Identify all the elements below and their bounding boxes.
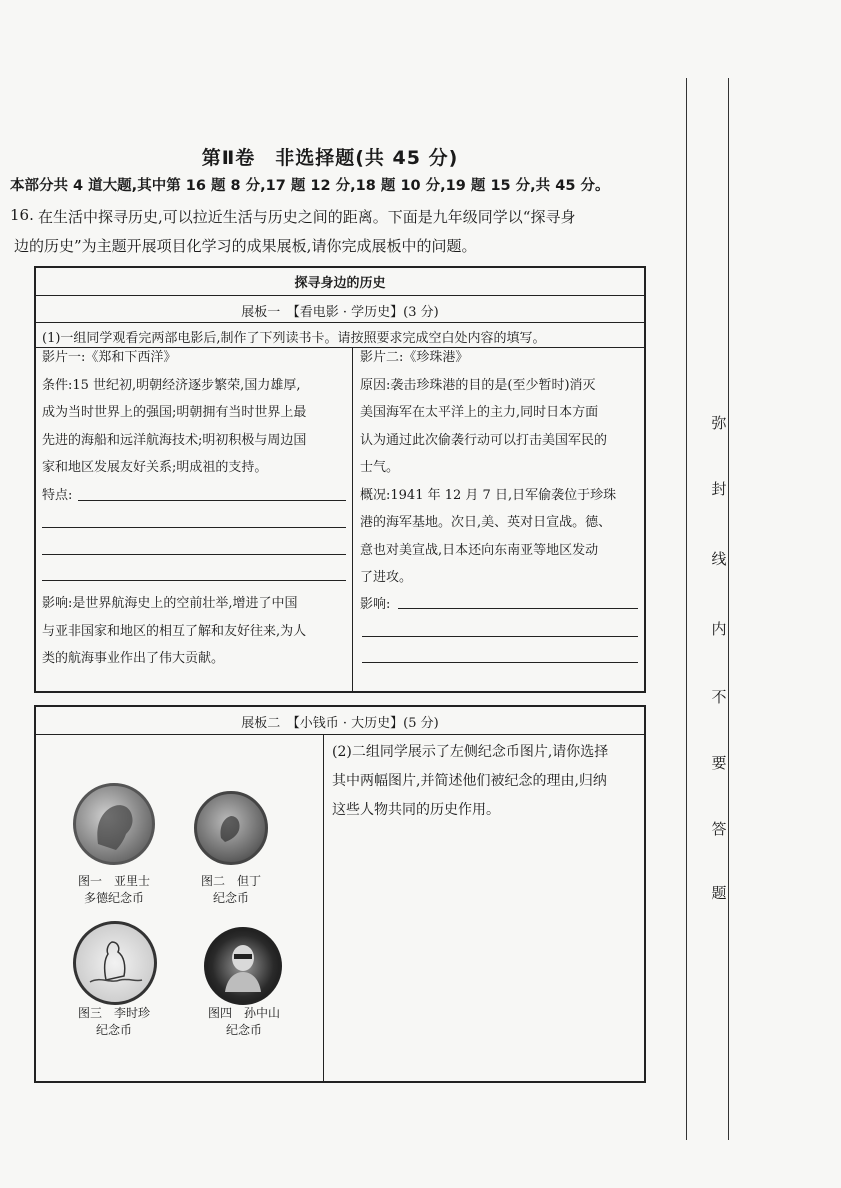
film1-card: [42, 344, 348, 482]
seal-line-char: 不: [711, 688, 727, 706]
film1-impact-line: 类的航海事业作出了伟大贡献。: [42, 651, 225, 666]
impact-answer-line[interactable]: [362, 662, 638, 663]
impact-answer-line[interactable]: [362, 636, 638, 637]
seal-line-char: 答: [711, 820, 727, 838]
coin-caption-line: 纪念币: [95, 1023, 132, 1037]
film2-title: 影片二:《珍珠港》: [360, 350, 469, 365]
seated-figure-icon: [76, 924, 154, 1002]
q1-prompt: (1)一组同学观看完两部电影后,制作了下列读书卡。请按照要求完成空白处内容的填写。: [42, 331, 546, 346]
portrait-profile-icon: [76, 786, 152, 862]
section-title: 第Ⅱ卷 非选择题(共 45 分): [201, 147, 459, 169]
section-intro: 本部分共 4 道大题,其中第 16 题 8 分,17 题 12 分,18 题 10 分,19 题 15 分,共 45 分。: [10, 178, 610, 194]
column-divider: [352, 347, 353, 691]
film2-reason: 美国海军在太平洋上的主力,同时日本方面: [360, 405, 599, 420]
film2-overview: 意也对美宣战,日本还向东南亚等地区发动: [360, 542, 599, 558]
film1-condition: 条件:15 世纪初,明朝经济逐步繁荣,国力雄厚,: [42, 377, 301, 393]
feature-answer-line[interactable]: [42, 527, 346, 528]
q2-prompt-line: 这些人物共同的历史作用。: [332, 802, 500, 818]
film2-card: [360, 344, 642, 592]
film1-condition: 先进的海船和远洋航海技术;明初积极与周边国: [42, 432, 307, 448]
film2-overview: 港的海军基地。次日,美、英对日宣战。德、: [360, 515, 612, 530]
film2-reason: 士气。: [360, 460, 400, 475]
coin-caption-line: 图一 亚里士: [77, 874, 150, 888]
coin-caption-line: 图四 孙中山: [207, 1006, 280, 1020]
film1-impact-line: 影响:是世界航海史上的空前壮举,增进了中国: [42, 596, 298, 611]
coin-caption-line: 多德纪念币: [83, 891, 144, 905]
feature-answer-line[interactable]: [42, 554, 346, 555]
sun-yat-sen-coin-image: [204, 927, 282, 1005]
seal-line-left: [686, 78, 687, 1140]
divider: [36, 734, 644, 735]
seal-line-char: 内: [711, 620, 727, 638]
seal-line-char: 题: [711, 884, 727, 902]
question-text-line1: 在生活中探寻历史,可以拉近生活与历史之间的距离。下面是九年级同学以“探寻身: [38, 208, 576, 226]
film1-condition: 成为当时世界上的强国;明朝拥有当时世界上最: [42, 405, 307, 420]
film2-reason: 原因:袭击珍珠港的目的是(至少暂时)消灭: [360, 377, 596, 393]
feature-answer-line[interactable]: [78, 500, 346, 501]
board2-title: 展板二 【小钱币 · 大历史】(5 分): [241, 716, 439, 731]
coin-caption-line: 纪念币: [212, 891, 249, 905]
coin-caption: [196, 1005, 292, 1039]
portrait-relief-icon: [197, 794, 265, 862]
coin-caption-line: 图三 李时珍: [77, 1006, 150, 1020]
question-number: 16.: [10, 206, 34, 224]
portrait-bust-icon: [207, 930, 279, 1002]
coin-caption-line: 图二 但丁: [200, 874, 261, 888]
coin-caption: [64, 1005, 164, 1039]
film1-title: 影片一:《郑和下西洋》: [42, 350, 177, 365]
film2-reason: 认为通过此次偷袭行动可以打击美国军民的: [360, 432, 608, 448]
table-title: 探寻身边的历史: [294, 276, 386, 291]
film1-condition: 家和地区发展友好关系;明成祖的支持。: [42, 460, 268, 475]
li-shizhen-coin-image: [73, 921, 157, 1005]
q2-prompt: [332, 738, 642, 825]
board1-title: 展板一 【看电影 · 学历史】(3 分): [241, 305, 439, 320]
coin-caption-line: 纪念币: [225, 1023, 262, 1037]
dante-coin-image: [194, 791, 268, 865]
q2-prompt-line: (2)二组同学展示了左侧纪念币图片,请你选择: [332, 744, 609, 760]
aristotle-coin-image: [73, 783, 155, 865]
film2-impact-label: 影响:: [360, 597, 391, 612]
question-text-line2: 边的历史”为主题开展项目化学习的成果展板,请你完成展板中的问题。: [14, 237, 477, 255]
seal-line-char: 要: [711, 754, 727, 772]
impact-answer-line[interactable]: [398, 608, 638, 609]
film2-overview: 概况:1941 年 12 月 7 日,日军偷袭位于珍珠: [360, 487, 617, 503]
seal-line-char: 线: [711, 550, 727, 568]
feature-answer-line[interactable]: [42, 580, 346, 581]
coin-caption: [64, 873, 164, 907]
seal-line-char: 封: [711, 480, 727, 498]
film2-overview: 了进攻。: [360, 570, 413, 585]
film1-feature-label: 特点:: [42, 488, 73, 503]
q2-prompt-line: 其中两幅图片,并简述他们被纪念的理由,归纳: [332, 773, 607, 789]
column-divider: [323, 734, 324, 1081]
divider: [36, 322, 644, 323]
seal-line-char: 弥: [711, 414, 727, 432]
seal-line-right: [728, 78, 729, 1140]
film1-impact-line: 与亚非国家和地区的相互了解和友好往来,为人: [42, 623, 307, 639]
film1-impact: [42, 590, 348, 673]
q2-answer-area[interactable]: [330, 830, 640, 1078]
divider: [36, 295, 644, 296]
coin-caption: [186, 873, 276, 907]
